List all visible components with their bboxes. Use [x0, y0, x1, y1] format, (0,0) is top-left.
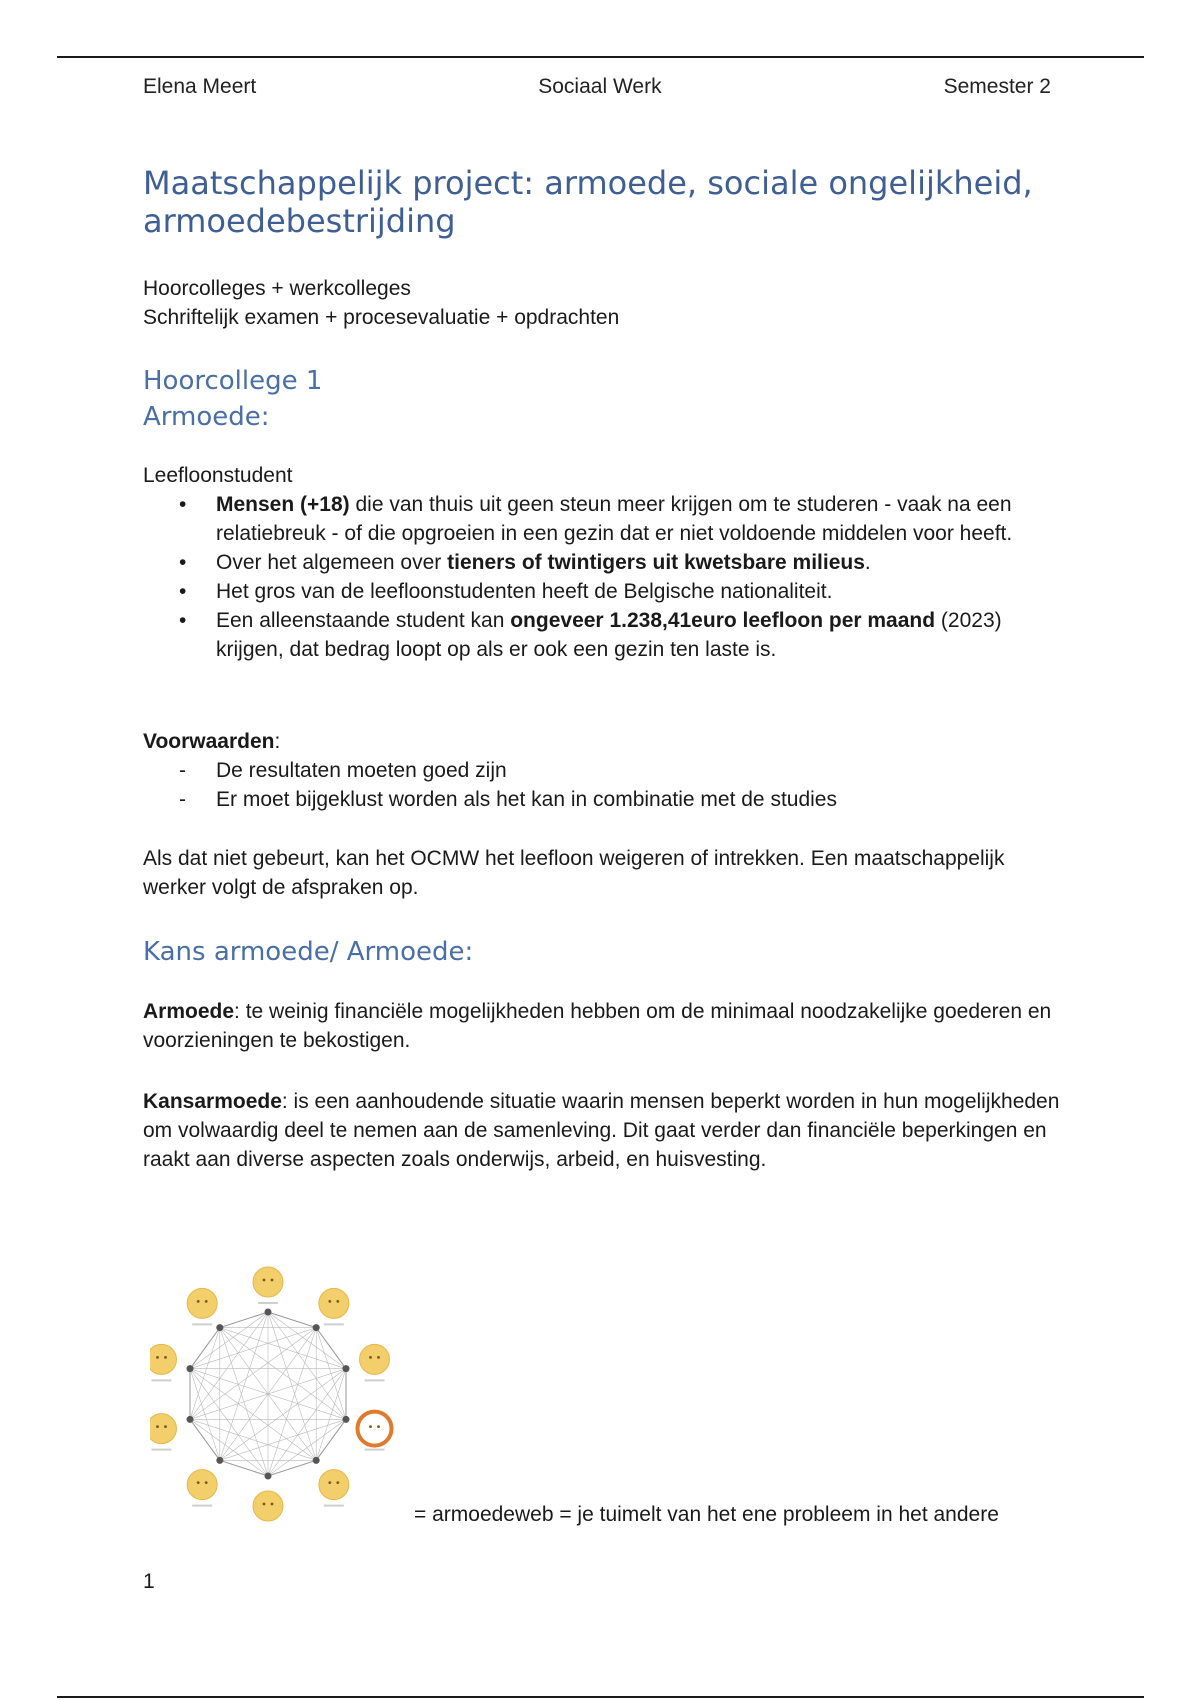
web-node — [313, 1324, 320, 1331]
icon-eye — [197, 1481, 200, 1484]
problem-icon — [358, 1412, 392, 1446]
web-link — [190, 1419, 316, 1460]
web-node — [265, 1309, 272, 1316]
icon-eye — [336, 1300, 339, 1303]
problem-icon — [187, 1288, 217, 1318]
problem-icon — [319, 1288, 349, 1318]
web-link — [220, 1328, 346, 1420]
page-number: 1 — [143, 1570, 155, 1593]
meta-line-1: Hoorcolleges + werkcolleges — [143, 277, 411, 300]
icon-eye — [271, 1279, 274, 1282]
icon-eye — [205, 1481, 208, 1484]
meta-line-2: Schriftelijk examen + procesevaluatie + opdrachten — [143, 306, 620, 329]
text-run: Over het algemeen over — [216, 551, 448, 574]
text-run: . — [864, 551, 871, 574]
problem-icon — [253, 1267, 283, 1297]
definition-text: : is een aanhoudende situatie waarin mensen beperkt worden in hun mogelijkheden om volwaardig deel te nemen aan de samenleving. Dit gaat verder dan financiële beperkingen en raakt aan diverse aspecten zoals onderwijs, arbeid, en huisvesting. — [143, 1090, 1060, 1171]
web-link — [190, 1328, 220, 1420]
header-course: Sociaal Werk — [538, 75, 662, 98]
definition-kansarmoede — [143, 1087, 1063, 1174]
bullet-marker: • — [179, 493, 187, 516]
list-item — [143, 577, 1063, 606]
ocmw-note: Als dat niet gebeurt, kan het OCMW het leefloon weigeren of intrekken. Een maatschappelijk werker volgt de afspraken op. — [143, 847, 1005, 899]
page-header — [143, 72, 1051, 102]
header-author: Elena Meert — [143, 75, 257, 98]
icon-eye — [369, 1356, 372, 1359]
text-run: Een alleenstaande student kan — [216, 609, 511, 632]
web-link — [190, 1419, 268, 1476]
icon-eye — [197, 1300, 200, 1303]
section-subheading-armoede: Armoede: — [143, 402, 270, 432]
leefloon-bullet-list — [143, 490, 1063, 664]
web-link — [220, 1419, 346, 1460]
web-node — [342, 1365, 349, 1372]
footer-rule — [57, 1696, 1144, 1698]
icon-label-placeholder — [324, 1505, 344, 1507]
icon-eye — [263, 1503, 266, 1506]
bullet-marker: • — [179, 580, 187, 603]
web-link — [220, 1328, 268, 1476]
icon-label-placeholder — [151, 1449, 171, 1451]
web-link — [220, 1328, 346, 1369]
section-heading-kansarmoede: Kans armoede/ Armoede: — [143, 937, 474, 967]
bullet-marker: • — [179, 551, 187, 574]
web-link — [190, 1369, 316, 1461]
web-link — [190, 1312, 268, 1419]
problem-icon — [319, 1470, 349, 1500]
definition-term: Kansarmoede — [143, 1090, 282, 1113]
dash-marker: - — [179, 759, 186, 782]
conditions-label: Voorwaarden — [143, 730, 275, 753]
problem-icon — [150, 1414, 176, 1444]
text-run: De resultaten moeten goed zijn — [216, 759, 507, 782]
poverty-web-figure — [150, 1258, 415, 1523]
icon-label-placeholder — [192, 1323, 212, 1325]
bold-phrase: Mensen (+18) — [216, 493, 350, 516]
text-run: Er moet bijgeklust worden als het kan in combinatie met de studies — [216, 788, 837, 811]
conditions-list — [143, 756, 1063, 814]
course-meta — [143, 274, 619, 332]
list-item — [143, 490, 1063, 548]
icon-eye — [328, 1481, 331, 1484]
header-semester: Semester 2 — [943, 75, 1051, 98]
text-run: die van thuis uit geen steun meer krijgen om te studeren - vaak na een relatiebreuk - of die opgroeien in een gezin dat er niet voldoende middelen voor heeft. — [216, 493, 1013, 545]
problem-icon — [253, 1491, 283, 1521]
icon-eye — [205, 1300, 208, 1303]
icon-label-placeholder — [151, 1379, 171, 1381]
web-node — [342, 1416, 349, 1423]
bullet-marker: • — [179, 609, 187, 632]
problem-icon — [187, 1470, 217, 1500]
web-link — [268, 1312, 346, 1419]
definition-text: : te weinig financiële mogelijkheden hebben om de minimaal noodzakelijke goederen en voorzieningen te bekostigen. — [143, 1000, 1052, 1052]
conditions-section — [143, 727, 1063, 814]
icon-eye — [156, 1425, 159, 1428]
web-node — [216, 1324, 223, 1331]
icon-eye — [336, 1481, 339, 1484]
leefloon-section — [143, 461, 1063, 664]
bold-phrase: tieners of twintigers uit kwetsbare milieus — [447, 551, 865, 574]
figure-caption: = armoedeweb = je tuimelt van het ene probleem in het andere — [414, 1503, 999, 1526]
dash-marker: - — [179, 788, 186, 811]
icon-eye — [164, 1356, 167, 1359]
definition-term: Armoede — [143, 1000, 235, 1023]
web-node — [187, 1365, 194, 1372]
web-link — [268, 1369, 346, 1476]
web-link — [190, 1369, 220, 1461]
text-run: Het gros van de leefloonstudenten heeft de Belgische nationaliteit. — [216, 580, 833, 603]
bold-phrase: ongeveer 1.238,41euro leefloon per maand — [510, 609, 936, 632]
conditions-colon: : — [274, 730, 281, 753]
icon-label-placeholder — [365, 1379, 385, 1381]
icon-label-placeholder — [192, 1505, 212, 1507]
icon-eye — [369, 1425, 372, 1428]
list-item — [143, 548, 1063, 577]
web-node — [216, 1457, 223, 1464]
icon-eye — [377, 1356, 380, 1359]
icon-label-placeholder — [365, 1449, 385, 1451]
icon-eye — [263, 1279, 266, 1282]
problem-icon — [360, 1344, 390, 1374]
web-node — [313, 1457, 320, 1464]
icon-eye — [328, 1300, 331, 1303]
icon-label-placeholder — [258, 1302, 278, 1304]
icon-eye — [377, 1425, 380, 1428]
list-item — [143, 756, 1063, 785]
icon-eye — [164, 1425, 167, 1428]
poverty-web-diagram — [150, 1258, 415, 1523]
web-link — [190, 1369, 268, 1476]
icon-eye — [271, 1503, 274, 1506]
web-node — [265, 1473, 272, 1480]
conditions-label-line — [143, 727, 1063, 756]
header-rule — [57, 56, 1144, 58]
text-run: (2023) krijgen, dat bedrag loopt op als er ook een gezin ten laste is. — [216, 609, 1002, 661]
intro-label: Leefloonstudent — [143, 464, 293, 487]
list-item — [143, 606, 1063, 664]
definition-armoede — [143, 997, 1063, 1055]
web-node — [187, 1416, 194, 1423]
icon-eye — [156, 1356, 159, 1359]
problem-icon — [150, 1344, 176, 1374]
section-heading-hoorcollege: Hoorcollege 1 — [143, 366, 323, 396]
web-link — [190, 1328, 316, 1369]
document-title: Maatschappelijk project: armoede, sociale ongelijkheid, armoedebestrijding — [143, 164, 1033, 240]
list-item — [143, 785, 1063, 814]
icon-label-placeholder — [324, 1323, 344, 1325]
